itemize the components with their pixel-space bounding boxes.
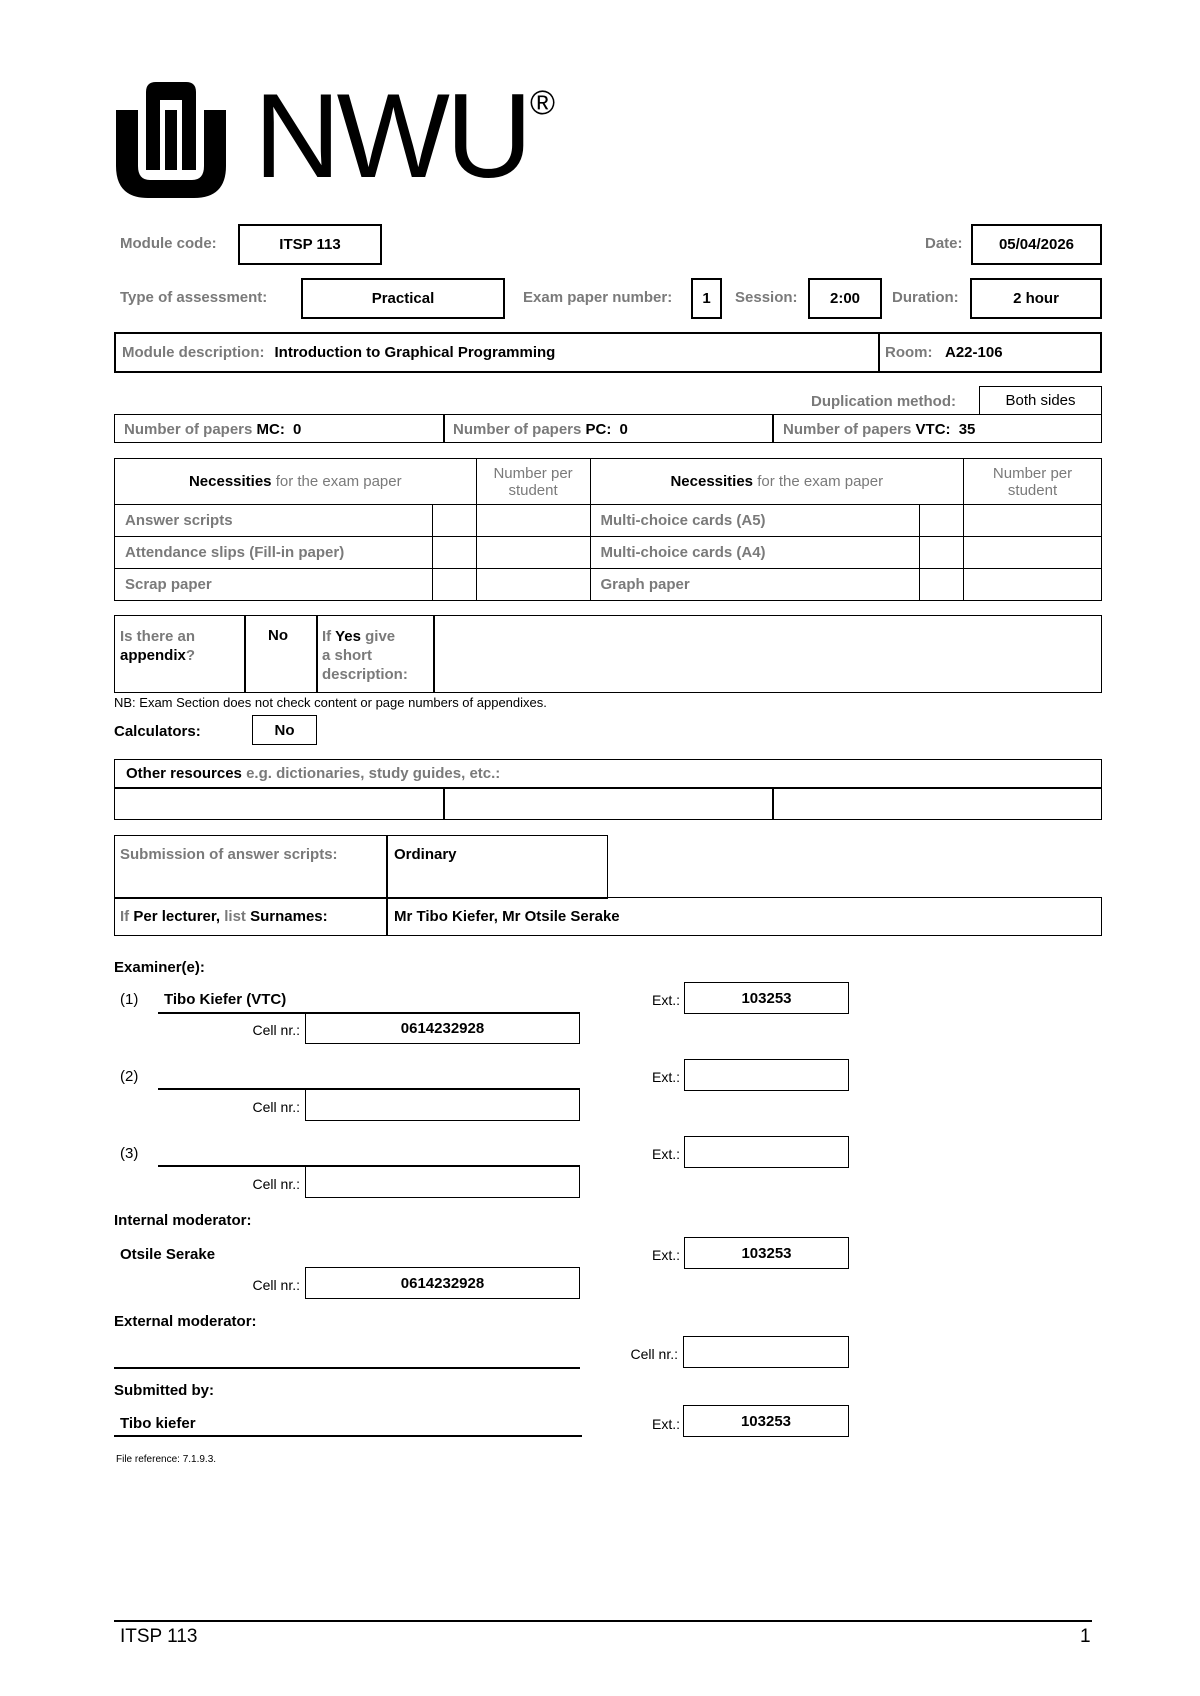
necessities-header-right: Necessities for the exam paper — [590, 459, 964, 505]
external-moderator-cell-field[interactable] — [683, 1336, 849, 1368]
examiner-3-cell-label: Cell nr.: — [252, 1176, 300, 1192]
necessity-count[interactable] — [476, 537, 590, 569]
other-resources-field-2[interactable] — [445, 789, 771, 819]
examiners-title: Examiner(e): — [114, 959, 205, 976]
other-resources-field-3[interactable] — [774, 789, 1101, 819]
other-resources-label: Other resources e.g. dictionaries, study guides, etc.: — [126, 765, 501, 782]
necessity-check[interactable] — [432, 537, 476, 569]
examiner-1-name[interactable]: Tibo Kiefer (VTC) — [164, 991, 287, 1008]
appendix-answer[interactable]: No — [268, 627, 288, 644]
type-assessment-label: Type of assessment: — [120, 289, 268, 306]
examiner-2-cell-field[interactable] — [305, 1089, 580, 1121]
necessity-check[interactable] — [920, 569, 964, 601]
papers-vtc-value[interactable]: 35 — [958, 421, 976, 438]
per-lecturer-names[interactable]: Mr Tibo Kiefer, Mr Otsile Serake — [394, 908, 620, 925]
submitted-by-ext-field[interactable]: 103253 — [683, 1405, 849, 1437]
per-lecturer-label: If Per lecturer, list Surnames: — [120, 908, 328, 925]
number-per-student-header-left: Number per student — [476, 459, 590, 505]
footer-module-code: ITSP 113 — [120, 1626, 198, 1647]
submission-value[interactable]: Ordinary — [394, 846, 457, 863]
examiner-3-cell-field[interactable] — [305, 1166, 580, 1198]
necessity-check[interactable] — [432, 505, 476, 537]
papers-divider-1 — [443, 414, 445, 443]
room-divider — [878, 332, 880, 373]
necessity-count[interactable] — [476, 505, 590, 537]
necessity-count[interactable] — [964, 505, 1102, 537]
external-moderator-title: External moderator: — [114, 1313, 257, 1330]
examiner-2-number: (2) — [120, 1068, 139, 1085]
necessities-header-left: Necessities for the exam paper — [115, 459, 477, 505]
logo-text: NWU — [254, 69, 529, 203]
papers-pc-value[interactable]: 0 — [619, 421, 628, 438]
necessity-check[interactable] — [920, 537, 964, 569]
examiner-3-ext-label: Ext.: — [651, 1146, 680, 1162]
room-value[interactable]: A22-106 — [945, 344, 1003, 361]
exam-paper-field[interactable]: 1 — [691, 278, 722, 319]
necessity-mc-a4: Multi-choice cards (A4) — [590, 537, 920, 569]
appendix-description-field[interactable] — [436, 617, 1100, 691]
examiner-3-number: (3) — [120, 1145, 139, 1162]
necessity-count[interactable] — [476, 569, 590, 601]
submitted-by-title: Submitted by: — [114, 1382, 214, 1399]
module-code-field[interactable]: ITSP 113 — [238, 224, 382, 265]
necessity-graph-paper: Graph paper — [590, 569, 920, 601]
examiner-1-cell-field[interactable]: 0614232928 — [305, 1012, 580, 1044]
duration-field[interactable]: 2 hour — [970, 278, 1102, 319]
necessity-check[interactable] — [432, 569, 476, 601]
other-resources-field-1[interactable] — [116, 789, 442, 819]
date-field[interactable]: 05/04/2026 — [971, 224, 1102, 265]
submitted-by-name[interactable]: Tibo kiefer — [120, 1415, 196, 1432]
examiner-1-ext-field[interactable]: 103253 — [684, 982, 849, 1014]
exam-paper-label: Exam paper number: — [523, 289, 673, 306]
duplication-label: Duplication method: — [811, 393, 956, 410]
file-reference: File reference: 7.1.9.3. — [116, 1454, 217, 1465]
papers-mc: Number of papers MC: 0 — [124, 421, 302, 438]
examiner-1-cell-label: Cell nr.: — [252, 1022, 300, 1038]
appendix-note: NB: Exam Section does not check content or page numbers of appendixes. — [114, 695, 547, 710]
external-moderator-cell-label: Cell nr.: — [630, 1346, 678, 1362]
necessity-count[interactable] — [964, 537, 1102, 569]
duplication-field[interactable]: Both sides — [979, 386, 1102, 415]
necessity-check[interactable] — [920, 505, 964, 537]
room-label: Room: — [885, 344, 933, 361]
necessities-table — [114, 458, 1102, 601]
examiner-1-number: (1) — [120, 991, 139, 1008]
examiner-3-ext-field[interactable] — [684, 1136, 849, 1168]
number-per-student-header-right: Number per student — [964, 459, 1102, 505]
session-label: Session: — [735, 289, 798, 306]
examiner-2-ext-field[interactable] — [684, 1059, 849, 1091]
date-label: Date: — [925, 235, 963, 252]
examiner-2-cell-label: Cell nr.: — [252, 1099, 300, 1115]
submission-label: Submission of answer scripts: — [120, 846, 338, 863]
duration-label: Duration: — [892, 289, 959, 306]
footer-rule — [114, 1620, 1092, 1622]
appendix-if-yes: If Yes give a short description: — [322, 628, 408, 683]
submission-box — [114, 835, 608, 899]
internal-moderator-ext-label: Ext.: — [651, 1247, 680, 1263]
necessity-answer-scripts: Answer scripts — [115, 505, 433, 537]
nwu-logo — [112, 69, 572, 203]
module-code-label: Module code: — [120, 235, 217, 252]
module-description-value[interactable]: Introduction to Graphical Programming — [274, 344, 556, 361]
necessity-attendance-slips: Attendance slips (Fill-in paper) — [115, 537, 433, 569]
necessity-mc-a5: Multi-choice cards (A5) — [590, 505, 920, 537]
internal-moderator-title: Internal moderator: — [114, 1212, 252, 1229]
calculators-field[interactable]: No — [252, 715, 317, 745]
internal-moderator-cell-label: Cell nr.: — [252, 1277, 300, 1293]
papers-mc-value[interactable]: 0 — [293, 421, 302, 438]
appendix-question: Is there an appendix? — [120, 628, 196, 664]
submitted-by-ext-label: Ext.: — [651, 1416, 680, 1432]
internal-moderator-name[interactable]: Otsile Serake — [120, 1246, 216, 1263]
papers-divider-2 — [772, 414, 774, 443]
papers-pc: Number of papers PC: 0 — [453, 421, 628, 438]
nwu-emblem-icon — [112, 82, 230, 202]
module-description-label: Module description: — [122, 344, 265, 361]
necessity-scrap-paper: Scrap paper — [115, 569, 433, 601]
examiner-1-ext-label: Ext.: — [651, 992, 680, 1008]
internal-moderator-cell-field[interactable]: 0614232928 — [305, 1267, 580, 1299]
type-assessment-field[interactable]: Practical — [301, 278, 505, 319]
examiner-2-ext-label: Ext.: — [651, 1069, 680, 1085]
papers-vtc: Number of papers VTC: 35 — [783, 421, 976, 438]
footer-page-number: 1 — [1080, 1626, 1091, 1647]
registered-mark: ® — [530, 84, 556, 122]
session-field[interactable]: 2:00 — [808, 278, 882, 319]
external-moderator-name-line[interactable] — [114, 1367, 580, 1369]
internal-moderator-ext-field[interactable]: 103253 — [684, 1237, 849, 1269]
calculators-label: Calculators: — [114, 723, 201, 740]
necessity-count[interactable] — [964, 569, 1102, 601]
submitted-by-line — [114, 1435, 582, 1437]
